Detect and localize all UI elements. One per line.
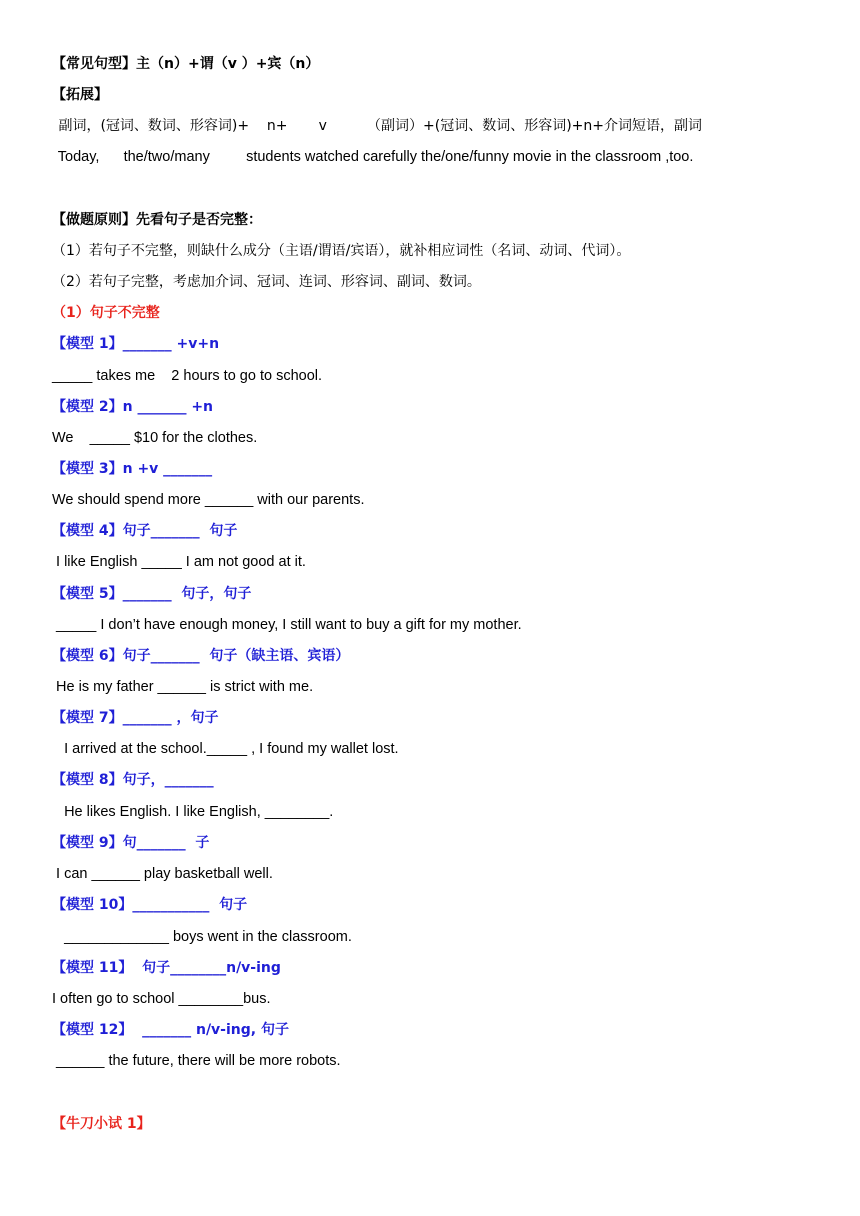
model-example: We should spend more ______ with our parents.: [52, 492, 365, 508]
model-label: 【模型 8】句子，_______: [52, 772, 214, 788]
example-line: Today, the/two/many students watched carefully the/one/funny movie in the classroom ,too.: [54, 149, 694, 165]
model-example: He likes English. I like English, ________.: [52, 804, 334, 820]
model-example: _____________ boys went in the classroom.: [52, 929, 352, 945]
structure-line: 副词，(冠词、数词、形容词)+ n+ v （副词）+(冠词、数词、形容词)+n+介词短语，副词: [54, 118, 702, 134]
principle-rule-1: （1）若句子不完整，则缺什么成分（主语/谓语/宾语），就补相应词性（名词、动词、代词）。: [52, 243, 631, 259]
principle-heading: 【做题原则】先看句子是否完整：: [52, 212, 262, 228]
principle-rule-2: （2）若句子完整，考虑加介词、冠词、连词、形容词、副词、数词。: [52, 274, 481, 290]
model-example: I like English _____ I am not good at it.: [52, 554, 306, 570]
model-label: 【模型 1】_______ +v+n: [52, 336, 220, 352]
model-label: 【模型 7】_______ ，句子: [52, 710, 219, 726]
model-label: 【模型 10】___________ 句子: [52, 897, 248, 913]
model-label: 【模型 6】句子_______ 句子（缺主语、宾语）: [52, 648, 350, 664]
extension-label: 【拓展】: [52, 87, 108, 103]
model-example: _____ takes me 2 hours to go to school.: [52, 368, 323, 384]
model-label: 【模型 5】_______ 句子，句子: [52, 586, 252, 602]
model-example: He is my father ______ is strict with me.: [52, 679, 314, 695]
model-example: ______ the future, there will be more robots.: [52, 1053, 341, 1069]
model-example: _____ I don’t have enough money, I still want to buy a gift for my mother.: [52, 617, 522, 633]
model-label: 【模型 11】 句子________n/v-ing: [52, 960, 281, 976]
model-label: 【模型 3】n +v _______: [52, 461, 213, 477]
trial-heading: 【牛刀小试 1】: [52, 1116, 151, 1132]
model-example: I arrived at the school._____ , I found my wallet lost.: [52, 741, 399, 757]
model-label: 【模型 2】n _______ +n: [52, 399, 214, 415]
model-example: I can ______ play basketball well.: [52, 866, 273, 882]
pattern-heading: 【常见句型】主（n）+谓（v ）+宾（n）: [52, 56, 320, 72]
incomplete-heading: （1）句子不完整: [52, 305, 160, 321]
model-example: I often go to school ________bus.: [52, 991, 271, 1007]
model-label: 【模型 9】句_______ 子: [52, 835, 210, 851]
model-example: We _____ $10 for the clothes.: [52, 430, 258, 446]
model-label: 【模型 12】 _______ n/v-ing, 句子: [52, 1022, 289, 1038]
model-label: 【模型 4】句子_______ 句子: [52, 523, 238, 539]
